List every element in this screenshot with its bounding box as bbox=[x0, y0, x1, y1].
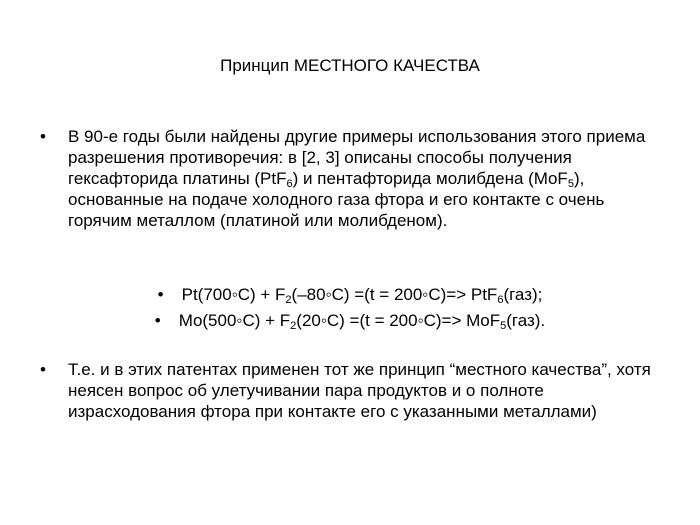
bullet-icon: • bbox=[157, 285, 164, 304]
paragraph-1-part-c: ), основанные на подаче холодного газа фтора и его контакте с очень горячим металлом (платиной или молибденом). bbox=[68, 169, 605, 230]
formula-1-subscript-a: 2 bbox=[285, 294, 292, 306]
paragraph-1-subscript-a: 6 bbox=[286, 178, 293, 190]
paragraph-1-text bbox=[68, 126, 668, 231]
formula-2-part-b: (20◦C) =(t = 200◦C)=> MoF bbox=[296, 311, 501, 330]
formula-platinum bbox=[0, 284, 700, 306]
paragraph-1-subscript-b: 5 bbox=[567, 178, 574, 190]
formula-2-part-a: Mo(500◦C) + F bbox=[178, 311, 291, 330]
formula-1-subscript-b: 6 bbox=[497, 294, 504, 306]
formula-molybdenum bbox=[0, 310, 700, 332]
formula-2-subscript-a: 2 bbox=[290, 320, 297, 332]
formula-1-part-a: Pt(700◦C) + F bbox=[181, 285, 286, 304]
bullet-icon: • bbox=[154, 311, 161, 330]
formula-1-part-c: (газ); bbox=[503, 285, 543, 304]
slide-title: Принцип МЕСТНОГО КАЧЕСТВА bbox=[220, 56, 480, 75]
formula-1-part-b: (–80◦C) =(t = 200◦C)=> PtF bbox=[291, 285, 498, 304]
formula-2-subscript-b: 5 bbox=[500, 320, 507, 332]
paragraph-2-text: Т.е. и в этих патентах применен тот же принцип “местного качества”, хотя неясен вопрос об улетучивании пара продуктов и о полноте израсходования фтора при контакте его с указанными металлами) bbox=[68, 360, 651, 421]
paragraph-1-part-b: ) и пентафторида молибдена (MoF bbox=[292, 169, 568, 188]
paragraph-1-part-a: В 90-е годы были найдены другие примеры использования этого приема разрешения противоречия: в [2, 3] описаны способы получения гексафторида платины (PtF bbox=[68, 127, 646, 188]
bullet-icon: • bbox=[40, 360, 46, 379]
bullet-icon: • bbox=[40, 127, 46, 146]
formula-2-part-c: (газ). bbox=[506, 311, 546, 330]
